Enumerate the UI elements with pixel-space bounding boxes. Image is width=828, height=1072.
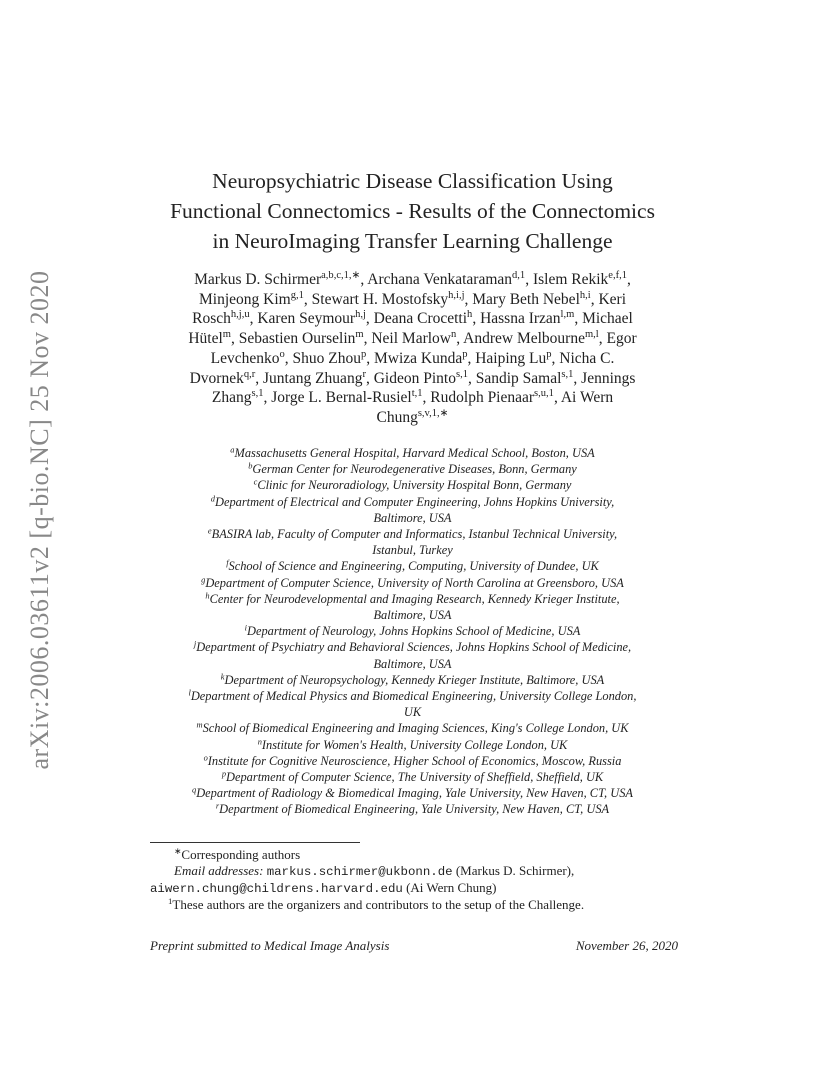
author-affiliation-marks: e,f,1 [608, 270, 627, 282]
author-line [140, 329, 685, 349]
arxiv-stamp-text: arXiv:2006.03611v2 [q-bio.NC] 25 Nov 2020 [25, 270, 54, 770]
email-owner: (Ai Wern Chung) [402, 880, 497, 895]
author-name: , Andrew Melbourne [456, 330, 585, 348]
author-name: Levchenko [210, 349, 280, 367]
author-list [140, 270, 685, 428]
author-name: , Nicha C. [551, 349, 615, 367]
affiliation-line [130, 477, 695, 493]
organizers-text: These authors are the organizers and contributors to the setup of the Challenge. [172, 897, 585, 912]
author-line [140, 369, 685, 389]
author-name: , Islem Rekik [525, 271, 609, 288]
title-line: Functional Connectomics - Results of the Connectomics [170, 199, 655, 223]
author-affiliation-marks: n [451, 329, 457, 341]
author-affiliation-marks: m [222, 329, 231, 341]
affiliation-key: c [253, 476, 258, 487]
affiliation-text: BASIRA lab, Faculty of Computer and Informatics, Istanbul Technical University, [211, 527, 618, 542]
author-name: , Karen Seymour [249, 310, 356, 328]
affiliation-text: Department of Computer Science, University of North Carolina at Greensboro, USA [205, 575, 624, 590]
author-name: , Jennings [573, 369, 636, 387]
author-affiliation-marks: d,1 [512, 270, 526, 282]
author-affiliation-marks: g,1 [290, 289, 304, 301]
organizers-footnote [150, 897, 680, 913]
author-affiliation-marks: q,r [243, 368, 256, 380]
author-line [140, 270, 685, 290]
affiliation-key: m [196, 719, 203, 730]
author-affiliation-marks: s,1 [455, 368, 468, 380]
author-line [140, 388, 685, 408]
author-name: , [627, 271, 631, 288]
author-affiliation-marks: l,m [560, 309, 575, 321]
affiliation-key: r [215, 800, 220, 811]
footnotes [150, 847, 680, 913]
affiliation-line [130, 801, 695, 817]
author-name: Zhang [211, 389, 252, 407]
author-affiliation-marks: m,l [584, 329, 599, 341]
preprint-footer [150, 938, 678, 954]
author-name: , Stewart H. Mostofsky [303, 290, 449, 308]
author-name: , Rudolph Pienaar [422, 389, 535, 407]
affiliation-key: d [210, 492, 215, 503]
affiliation-line [130, 607, 695, 623]
affiliation-key: e [207, 525, 212, 536]
footnote-mark: 1 [168, 896, 173, 907]
author-name: , Mwiza Kunda [366, 349, 463, 367]
author-affiliation-marks: s,u,1 [534, 388, 554, 400]
affiliation-text: Department of Medical Physics and Biomedical Engineering, University College London, [190, 689, 637, 704]
affiliation-line [130, 753, 695, 769]
corresponding-footnote [150, 847, 680, 863]
affiliation-text: Massachusetts General Hospital, Harvard Medical School, Boston, USA [234, 446, 595, 460]
affiliation-line [130, 737, 695, 753]
affiliation-key: l [188, 687, 191, 698]
affiliation-line [130, 526, 695, 542]
author-name: , Haiping Lu [467, 349, 547, 367]
affiliation-text: German Center for Neurodegenerative Diseases, Bonn, Germany [252, 462, 577, 477]
author-affiliation-marks: p [546, 349, 552, 361]
affiliation-line [130, 575, 695, 591]
affiliation-text: Center for Neurodevelopmental and Imaging Research, Kennedy Krieger Institute, [209, 591, 620, 606]
author-affiliation-marks: h [467, 309, 473, 321]
affiliation-text: Department of Radiology & Biomedical Imaging, Yale University, New Haven, CT, USA [196, 786, 633, 801]
affiliation-line [130, 704, 695, 720]
preprint-journal: Preprint submitted to Medical Image Analysis [150, 938, 390, 953]
author-name: , Sandip Samal [467, 369, 562, 387]
arxiv-stamp [22, 265, 58, 775]
affiliation-line [130, 558, 695, 574]
author-line [140, 349, 685, 369]
affiliation-text: Department of Neurology, Johns Hopkins School of Medicine, USA [247, 624, 581, 639]
author-affiliation-marks: h,i [579, 289, 591, 301]
email-footnote [150, 863, 680, 880]
author-affiliation-marks: p [462, 349, 468, 361]
affiliation-key: g [201, 574, 206, 584]
author-name: Minjeong Kim [199, 290, 291, 308]
author-affiliation-marks: p [360, 349, 367, 361]
author-name: Dvornek [189, 369, 244, 387]
affiliation-key: q [192, 784, 197, 795]
affiliation-text: Department of Computer Science, The University of Sheffield, Sheffield, UK [226, 770, 604, 785]
author-affiliation-marks: s,1 [561, 368, 574, 380]
author-line [140, 290, 685, 310]
author-affiliation-marks: m [355, 329, 364, 341]
affiliation-key: b [248, 460, 253, 471]
title-line: Neuropsychiatric Disease Classification Using [212, 169, 613, 193]
author-name: , Neil Marlow [363, 330, 451, 348]
affiliation-text: Institute for Cognitive Neuroscience, Higher School of Economics, Moscow, Russia [207, 753, 622, 768]
affiliation-line [130, 510, 695, 526]
author-affiliation-marks: o [279, 349, 285, 361]
affiliation-text: Department of Electrical and Computer Engineering, Johns Hopkins University, [215, 494, 615, 509]
email-label: Email addresses: [174, 863, 264, 878]
author-name: , Michael [574, 310, 633, 328]
email-owner: (Markus D. Schirmer), [452, 863, 575, 878]
affiliation-line [130, 769, 695, 785]
affiliation-key: k [220, 671, 225, 682]
author-name: , Ai Wern [553, 389, 614, 407]
affiliation-line [130, 639, 695, 655]
affiliation-line [130, 656, 695, 672]
affiliation-text: Clinic for Neuroradiology, University Hospital Bonn, Germany [257, 478, 572, 493]
author-affiliation-marks: a,b,c,1,∗ [321, 270, 361, 282]
author-name: Rosch [192, 310, 231, 328]
paper-title [120, 166, 705, 256]
affiliation-line [130, 720, 695, 736]
affiliation-key: p [221, 768, 227, 779]
affiliation-list [130, 445, 695, 818]
affiliation-key: n [257, 736, 262, 747]
author-name: , Archana Venkataraman [360, 271, 513, 288]
email-link[interactable]: aiwern.chung@childrens.harvard.edu [150, 882, 403, 896]
author-name: Markus D. Schirmer [194, 271, 322, 288]
preprint-date: November 26, 2020 [575, 938, 678, 953]
affiliation-text: Baltimore, USA [373, 608, 452, 623]
author-name: , Mary Beth Nebel [464, 290, 580, 308]
author-name: Chung [376, 408, 418, 426]
affiliation-text: Istanbul, Turkey [372, 543, 453, 558]
author-name: , Juntang Zhuang [255, 369, 363, 387]
author-name: Hütel [188, 330, 223, 348]
affiliation-text: School of Science and Engineering, Computing, University of Dundee, UK [228, 559, 599, 574]
affiliation-text: Baltimore, USA [373, 510, 452, 525]
author-line [140, 309, 685, 329]
author-name: , Deana Crocetti [365, 310, 468, 328]
affiliation-key: h [205, 590, 210, 601]
author-name: , Keri [590, 290, 626, 308]
affiliation-text: UK [403, 705, 422, 720]
affiliation-key: a [230, 444, 235, 455]
affiliation-text: Department of Biomedical Engineering, Yale University, New Haven, CT, USA [219, 802, 610, 817]
author-affiliation-marks: r [362, 368, 366, 380]
author-affiliation-marks: h,i,j [448, 289, 465, 301]
footnote-rule [150, 842, 360, 843]
affiliation-text: Institute for Women's Health, University College London, UK [261, 737, 568, 752]
author-affiliation-marks: h,j,u [230, 309, 250, 321]
author-name: , Shuo Zhou [284, 349, 361, 367]
affiliation-line [130, 785, 695, 801]
author-affiliation-marks: s,v,1,∗ [417, 408, 449, 420]
author-name: , Egor [598, 330, 637, 348]
author-affiliation-marks: h,j [355, 309, 366, 321]
email-link[interactable]: markus.schirmer@ukbonn.de [266, 865, 453, 879]
affiliation-line [130, 623, 695, 639]
footnote-mark: ∗ [174, 846, 182, 857]
title-line: in NeuroImaging Transfer Learning Challenge [212, 229, 613, 253]
email-footnote-cont [150, 880, 680, 897]
affiliation-line [130, 494, 695, 510]
affiliation-line [130, 461, 695, 477]
author-name: , Hassna Irzan [472, 310, 561, 328]
affiliation-line [130, 688, 695, 704]
affiliation-key: j [193, 638, 197, 649]
author-name: , Sebastien Ourselin [230, 330, 356, 348]
author-line [140, 408, 685, 428]
author-affiliation-marks: s,1 [251, 388, 264, 400]
author-affiliation-marks: t,1 [411, 388, 423, 400]
affiliation-line [130, 591, 695, 607]
affiliation-key: o [203, 752, 208, 763]
affiliation-key: f [226, 557, 229, 568]
affiliation-text: Department of Neuropsychology, Kennedy Krieger Institute, Baltimore, USA [224, 672, 605, 687]
affiliation-text: School of Biomedical Engineering and Imaging Sciences, King's College London, UK [202, 721, 629, 736]
author-name: , Jorge L. Bernal-Rusiel [263, 389, 412, 407]
affiliation-line [130, 445, 695, 461]
corresponding-text: Corresponding authors [181, 847, 301, 862]
author-name: , Gideon Pinto [365, 369, 456, 387]
affiliation-text: Department of Psychiatry and Behavioral Sciences, Johns Hopkins School of Medicine, [196, 640, 632, 655]
affiliation-line [130, 672, 695, 688]
affiliation-text: Baltimore, USA [373, 656, 452, 671]
affiliation-line [130, 542, 695, 558]
affiliation-key: i [244, 622, 247, 633]
